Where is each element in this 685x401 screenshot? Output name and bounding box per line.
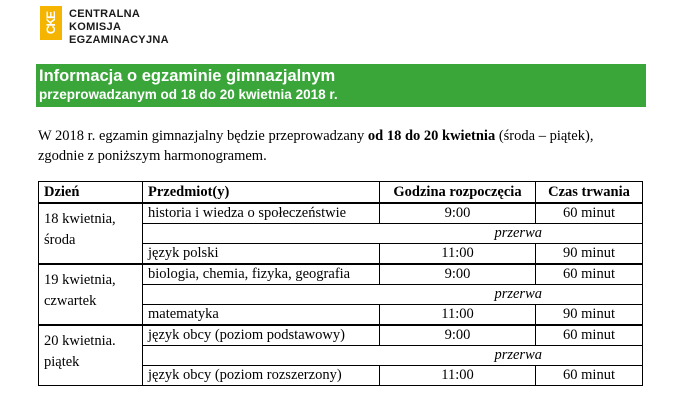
start-cell: 9:00 (380, 203, 536, 224)
subject-cell: język obcy (poziom podstawowy) (143, 325, 380, 346)
intro-text-line2: zgodnie z poniższym harmonogramem. (38, 148, 267, 164)
table-row (39, 203, 643, 224)
duration-cell: 60 minut (536, 264, 643, 285)
table-row (39, 264, 643, 285)
header-duration: Czas trwania (536, 182, 643, 204)
day-date: 20 kwietnia. (44, 333, 116, 349)
break-cell: przerwa (143, 346, 643, 366)
subject-cell: biologia, chemia, fizyka, geografia (143, 264, 380, 285)
cke-logo-mark (40, 6, 62, 40)
day-weekday: piątek (44, 354, 80, 370)
subject-cell: język polski (143, 244, 380, 265)
duration-cell: 90 minut (536, 305, 643, 326)
title-banner (36, 64, 646, 107)
day-cell (39, 325, 143, 386)
cke-logo (40, 6, 169, 47)
start-cell: 9:00 (380, 264, 536, 285)
header-subject: Przedmiot(y) (143, 182, 380, 204)
subject-cell: historia i wiedza o społeczeństwie (143, 203, 380, 224)
day-date: 19 kwietnia, (44, 272, 116, 288)
logo-line-3: EGZAMINACYJNA (69, 34, 169, 46)
day-weekday: czwartek (44, 293, 97, 309)
start-cell: 11:00 (380, 366, 536, 386)
logo-line-2: KOMISJA (69, 21, 122, 33)
header-start: Godzina rozpoczęcia (380, 182, 536, 204)
logo-line-1: CENTRALNA (69, 8, 141, 20)
intro-text-bold: od 18 do 20 kwietnia (367, 128, 496, 144)
duration-cell: 60 minut (536, 203, 643, 224)
break-cell: przerwa (143, 285, 643, 305)
day-cell (39, 203, 143, 264)
start-cell: 9:00 (380, 325, 536, 346)
day-date: 18 kwietnia, (44, 211, 116, 227)
banner-title: Informacja o egzaminie gimnazjalnym (39, 67, 336, 85)
break-cell: przerwa (143, 224, 643, 244)
logo-mark-text: CKE (44, 11, 58, 35)
schedule-table (38, 181, 643, 386)
day-cell (39, 264, 143, 325)
table-header-row (39, 182, 643, 204)
day-weekday: środa (44, 232, 76, 248)
start-cell: 11:00 (380, 244, 536, 265)
intro-text-after: (środa – piątek), (495, 128, 594, 144)
subject-cell: matematyka (143, 305, 380, 326)
duration-cell: 60 minut (536, 325, 643, 346)
start-cell: 11:00 (380, 305, 536, 326)
banner-subtitle: przeprowadzanym od 18 do 20 kwietnia 2018 r. (39, 87, 338, 102)
duration-cell: 90 minut (536, 244, 643, 265)
intro-text-before: W 2018 r. egzamin gimnazjalny będzie przeprowadzany (38, 128, 368, 144)
duration-cell: 60 minut (536, 366, 643, 386)
subject-cell: język obcy (poziom rozszerzony) (143, 366, 380, 386)
header-day: Dzień (39, 182, 143, 204)
intro-paragraph (38, 126, 658, 166)
table-row (39, 325, 643, 346)
logo-text (69, 6, 169, 47)
